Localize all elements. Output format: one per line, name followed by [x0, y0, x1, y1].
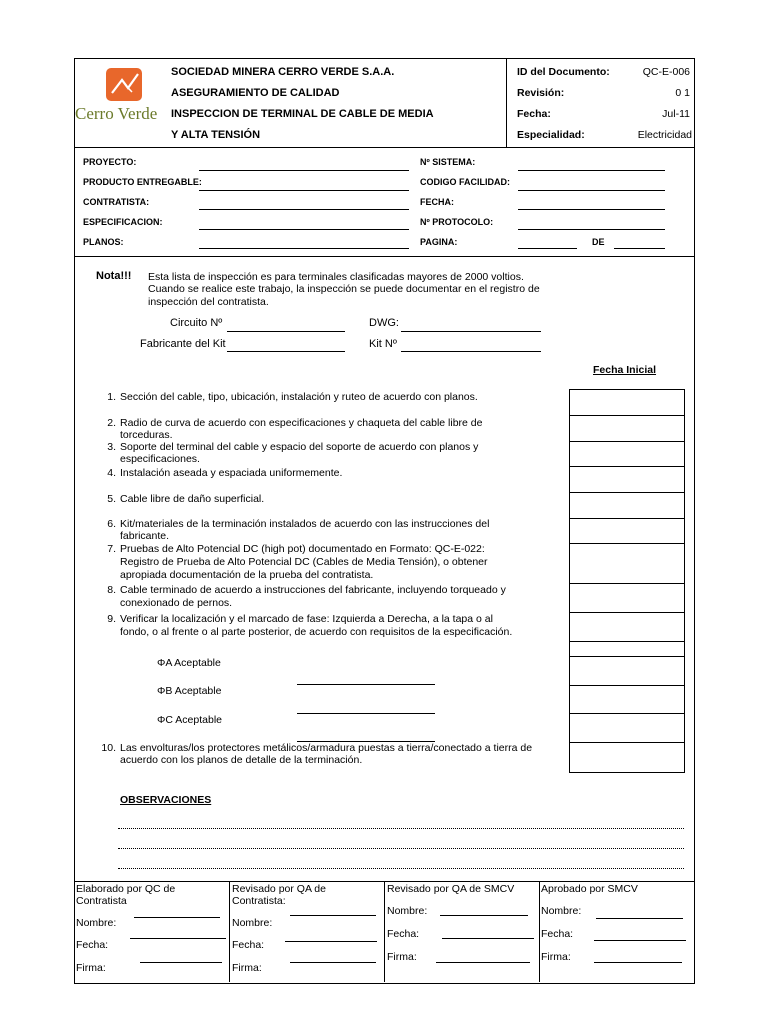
item-number: 6.: [107, 518, 116, 530]
item-text: Las envolturas/los protectores metálicos/armadura puestas a tierra/conectado a tierra de: [120, 742, 533, 754]
firma-label: Firma:: [232, 962, 262, 974]
form-title-line1: INSPECCION DE TERMINAL DE CABLE DE MEDIA: [171, 108, 434, 120]
especificacion-label: ESPECIFICACION:: [83, 217, 163, 227]
pagina-field[interactable]: [518, 248, 577, 249]
codigo-field[interactable]: [518, 190, 665, 191]
item-text: Cable terminado de acuerdo a instrucciones del fabricante, incluyendo torqueado y: [120, 584, 506, 596]
note-label: Nota!!!: [96, 270, 132, 282]
item-number: 3.: [107, 441, 116, 453]
phase-a-label: ΦA Aceptable: [157, 657, 221, 669]
fecha-field[interactable]: [130, 938, 226, 939]
item-text: especificaciones.: [120, 453, 200, 465]
note-line1: Esta lista de inspección es para terminales clasificadas mayores de 2000 voltios.: [148, 271, 524, 283]
item-text: apropiada documentación de la prueba del contratista.: [120, 569, 374, 581]
signature-divider: [539, 881, 540, 982]
kit-field[interactable]: [401, 351, 541, 352]
fabricante-field[interactable]: [227, 351, 345, 352]
item-text: Registro de Prueba de Alto Potencial DC (Cables de Media Tensión), o obtener: [120, 556, 488, 568]
item-number: 10.: [101, 742, 116, 754]
item-number: 4.: [107, 467, 116, 479]
check-row-divider: [570, 492, 684, 493]
fecha-field[interactable]: [442, 938, 534, 939]
nombre-label: Nombre:: [387, 905, 428, 917]
form-title-line2: Y ALTA TENSIÓN: [171, 129, 261, 141]
kit-label: Kit Nº: [369, 338, 397, 350]
check-row-divider: [570, 641, 684, 642]
specialty-value: Electricidad: [637, 129, 692, 141]
fecha-label: Fecha:: [76, 939, 109, 951]
check-row-divider: [570, 543, 684, 544]
producto-label: PRODUCTO ENTREGABLE:: [83, 177, 202, 187]
nombre-field[interactable]: [134, 917, 220, 918]
phase-c-label: ΦC Aceptable: [157, 714, 222, 726]
nombre-field[interactable]: [290, 915, 376, 916]
codigo-label: CODIGO FACILIDAD:: [420, 177, 510, 187]
item-text: Radio de curva de acuerdo con especificaciones y chaqueta del cable libre de: [120, 417, 483, 429]
item-text: fondo, o al frente o al parte posterior, de acuerdo con requisitos de la especificación.: [120, 626, 513, 638]
company-name: SOCIEDAD MINERA CERRO VERDE S.A.A.: [171, 66, 395, 78]
fecha-field[interactable]: [518, 209, 665, 210]
item-text: acuerdo con los planos de detalle de la terminación.: [120, 754, 363, 766]
proyecto-field[interactable]: [199, 170, 409, 171]
date-value: Jul-11: [662, 108, 690, 120]
item-number: 5.: [107, 493, 116, 505]
nombre-field[interactable]: [596, 918, 683, 919]
item-number: 7.: [107, 543, 116, 555]
item-text: Cable libre de daño superficial.: [120, 493, 265, 505]
revision-value: 0 1: [675, 87, 690, 99]
circuito-field[interactable]: [227, 331, 345, 332]
item-number: 1.: [107, 391, 116, 403]
item-text: Pruebas de Alto Potencial DC (high pot) documentado en Formato: QC-E-022:: [120, 543, 485, 555]
check-row-divider: [570, 742, 684, 743]
company-logo: [76, 66, 168, 126]
doc-id-value: QC-E-006: [642, 66, 690, 78]
fecha-field[interactable]: [594, 940, 686, 941]
observaciones-line-3[interactable]: [118, 868, 684, 869]
observaciones-line-2[interactable]: [118, 848, 684, 849]
header-divider: [506, 58, 507, 147]
project-info-bottom-line: [74, 256, 694, 257]
firma-label: Firma:: [76, 962, 106, 974]
nombre-label: Nombre:: [232, 917, 273, 929]
item-text: fabricante.: [120, 530, 170, 542]
item-text: Instalación aseada y espaciada uniformemente.: [120, 467, 343, 479]
check-row-divider: [570, 583, 684, 584]
fecha-label: Fecha:: [387, 928, 420, 940]
item-text: torceduras.: [120, 429, 173, 441]
contratista-field[interactable]: [199, 209, 409, 210]
header-bottom-line: [74, 147, 694, 148]
specialty-label: Especialidad:: [517, 129, 585, 141]
check-row-divider: [570, 518, 684, 519]
fecha-inicial-header: Fecha Inicial: [593, 364, 657, 376]
firma-label: Firma:: [387, 951, 417, 963]
observaciones-line-1[interactable]: [118, 828, 684, 829]
phase-c-field[interactable]: [297, 713, 435, 714]
check-row-divider: [570, 415, 684, 416]
sistema-label: Nº SISTEMA:: [420, 157, 476, 167]
producto-field[interactable]: [199, 190, 409, 191]
firma-field[interactable]: [290, 962, 376, 963]
item-text: conexionado de pernos.: [120, 597, 233, 609]
nombre-label: Nombre:: [76, 917, 117, 929]
check-row-divider: [570, 713, 684, 714]
item-number: 2.: [107, 417, 116, 429]
de-field[interactable]: [614, 248, 665, 249]
item-number: 9.: [107, 613, 116, 625]
dwg-field[interactable]: [401, 331, 541, 332]
firma-label: Firma:: [541, 951, 571, 963]
note-line3: inspección del contratista.: [148, 296, 269, 308]
firma-field[interactable]: [594, 962, 682, 963]
signature-title: Revisado por QA de SMCV: [387, 883, 515, 895]
planos-label: PLANOS:: [83, 237, 124, 247]
signature-divider: [384, 881, 385, 982]
proyecto-label: PROYECTO:: [83, 157, 137, 167]
fecha-label: Fecha:: [232, 939, 265, 951]
note-line2: Cuando se realice este trabajo, la inspección se puede documentar en el registro de: [148, 283, 540, 295]
sistema-field[interactable]: [518, 170, 665, 171]
revision-label: Revisión:: [517, 87, 565, 99]
phase-b-field[interactable]: [297, 684, 435, 685]
signature-title: Elaborado por QC de Contratista: [76, 883, 176, 907]
circuito-label: Circuito Nº: [170, 317, 223, 329]
de-label: DE: [592, 237, 605, 247]
especificacion-field[interactable]: [199, 229, 409, 230]
logo-text: Cerro Verde: [75, 104, 158, 123]
check-row-divider: [570, 441, 684, 442]
fecha-field[interactable]: [285, 941, 377, 942]
contratista-label: CONTRATISTA:: [83, 197, 150, 207]
check-row-divider: [570, 685, 684, 686]
protocolo-label: Nº PROTOCOLO:: [420, 217, 494, 227]
item-text: Kit/materiales de la terminación instalados de acuerdo con las instrucciones del: [120, 518, 490, 530]
doc-id-label: ID del Documento:: [517, 66, 610, 78]
nombre-field[interactable]: [440, 915, 528, 916]
firma-field[interactable]: [436, 962, 530, 963]
firma-field[interactable]: [140, 962, 222, 963]
item-text: Soporte del terminal del cable y espacio del soporte de acuerdo con planos y: [120, 441, 479, 453]
signature-divider: [229, 881, 230, 982]
check-row-divider: [570, 656, 684, 657]
check-row-divider: [570, 612, 684, 613]
item-text: Sección del cable, tipo, ubicación, instalación y ruteo de acuerdo con planos.: [120, 391, 478, 403]
signature-title: Aprobado por SMCV: [541, 883, 638, 895]
planos-field[interactable]: [199, 248, 409, 249]
observaciones-heading: OBSERVACIONES: [120, 794, 212, 806]
fecha-label: FECHA:: [420, 197, 454, 207]
signature-title: Revisado por QA de Contratista:: [232, 883, 326, 907]
fecha-label: Fecha:: [541, 928, 574, 940]
phase-b-label: ΦB Aceptable: [157, 685, 222, 697]
item-text: Verificar la localización y el marcado de fase: Izquierda a Derecha, a la tapa o al: [120, 613, 493, 625]
fecha-inicial-column: [569, 389, 685, 773]
item-number: 8.: [107, 584, 116, 596]
date-label: Fecha:: [517, 108, 551, 120]
dwg-label: DWG:: [369, 317, 399, 329]
nombre-label: Nombre:: [541, 905, 582, 917]
department-name: ASEGURAMIENTO DE CALIDAD: [171, 87, 340, 99]
check-row-divider: [570, 466, 684, 467]
fabricante-label: Fabricante del Kit: [140, 338, 226, 350]
protocolo-field[interactable]: [518, 229, 665, 230]
pagina-label: PAGINA:: [420, 237, 458, 247]
